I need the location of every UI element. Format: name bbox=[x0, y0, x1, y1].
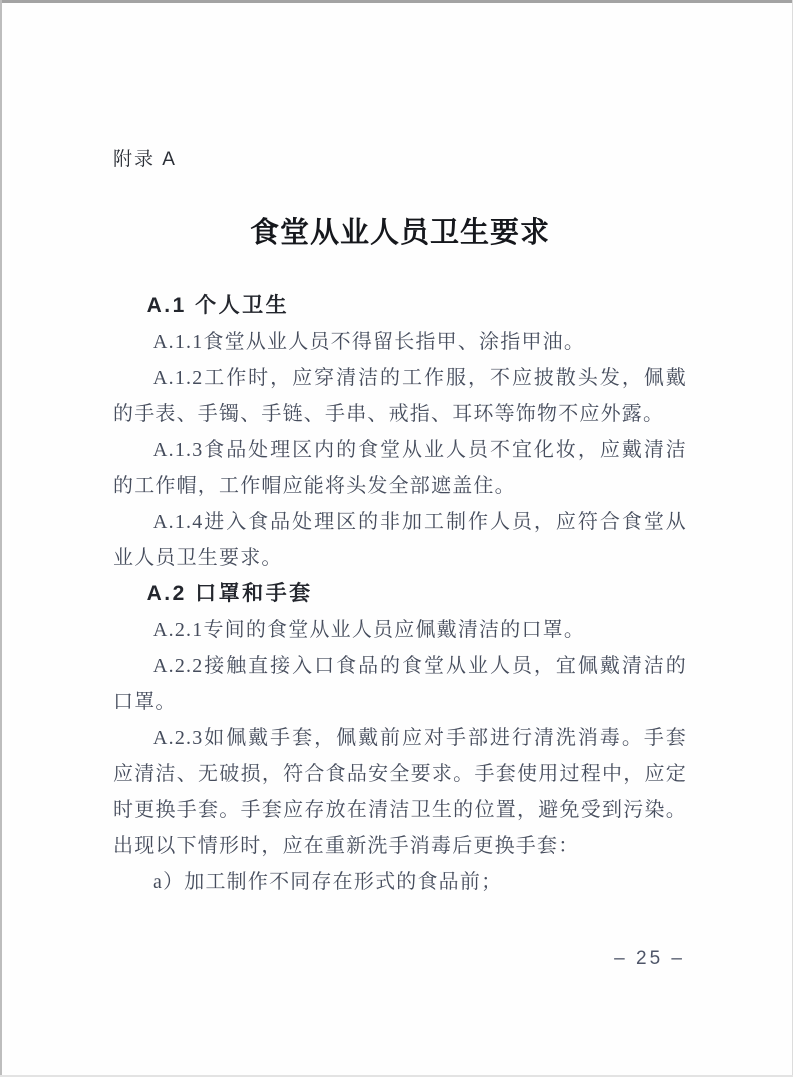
scan-edge-left bbox=[0, 0, 2, 1077]
appendix-label: 附录 A bbox=[113, 149, 177, 170]
document-title: 食堂从业人员卫生要求 bbox=[249, 217, 550, 249]
paragraph-a2-2: A.2.2接触直接入口食品的食堂从业人员，宜佩戴清洁的口罩。 bbox=[113, 655, 687, 713]
section-heading-a2: A.2 口罩和手套 bbox=[146, 582, 313, 605]
scan-edge-top bbox=[0, 0, 793, 3]
paragraph-a1-3: A.1.3食品处理区内的食堂从业人员不宜化妆，应戴清洁的工作帽，工作帽应能将头发全部遮盖住。 bbox=[113, 439, 687, 497]
document-body bbox=[113, 288, 687, 900]
paragraph-a2-3: A.2.3如佩戴手套，佩戴前应对手部进行清洗消毒。手套应清洁、无破损，符合食品安全要求。手套使用过程中，应定时更换手套。手套应存放在清洁卫生的位置，避免受到污染。出现以下情形时，应在重新洗手消毒后更换手套： bbox=[113, 727, 687, 857]
paragraph-a1-4: A.1.4进入食品处理区的非加工制作人员，应符合食堂从业人员卫生要求。 bbox=[113, 511, 687, 569]
paragraph-a1-2: A.1.2工作时，应穿清洁的工作服，不应披散头发，佩戴的手表、手镯、手链、手串、戒指、耳环等饰物不应外露。 bbox=[113, 367, 687, 425]
paragraph-a1-1: A.1.1食堂从业人员不得留长指甲、涂指甲油。 bbox=[153, 331, 586, 353]
paragraph-a2-3-item-a: a）加工制作不同存在形式的食品前； bbox=[153, 871, 503, 893]
paragraph-a2-1: A.2.1专间的食堂从业人员应佩戴清洁的口罩。 bbox=[153, 619, 586, 641]
section-heading-a1: A.1 个人卫生 bbox=[146, 294, 290, 317]
page-number: – 25 – bbox=[614, 948, 685, 969]
